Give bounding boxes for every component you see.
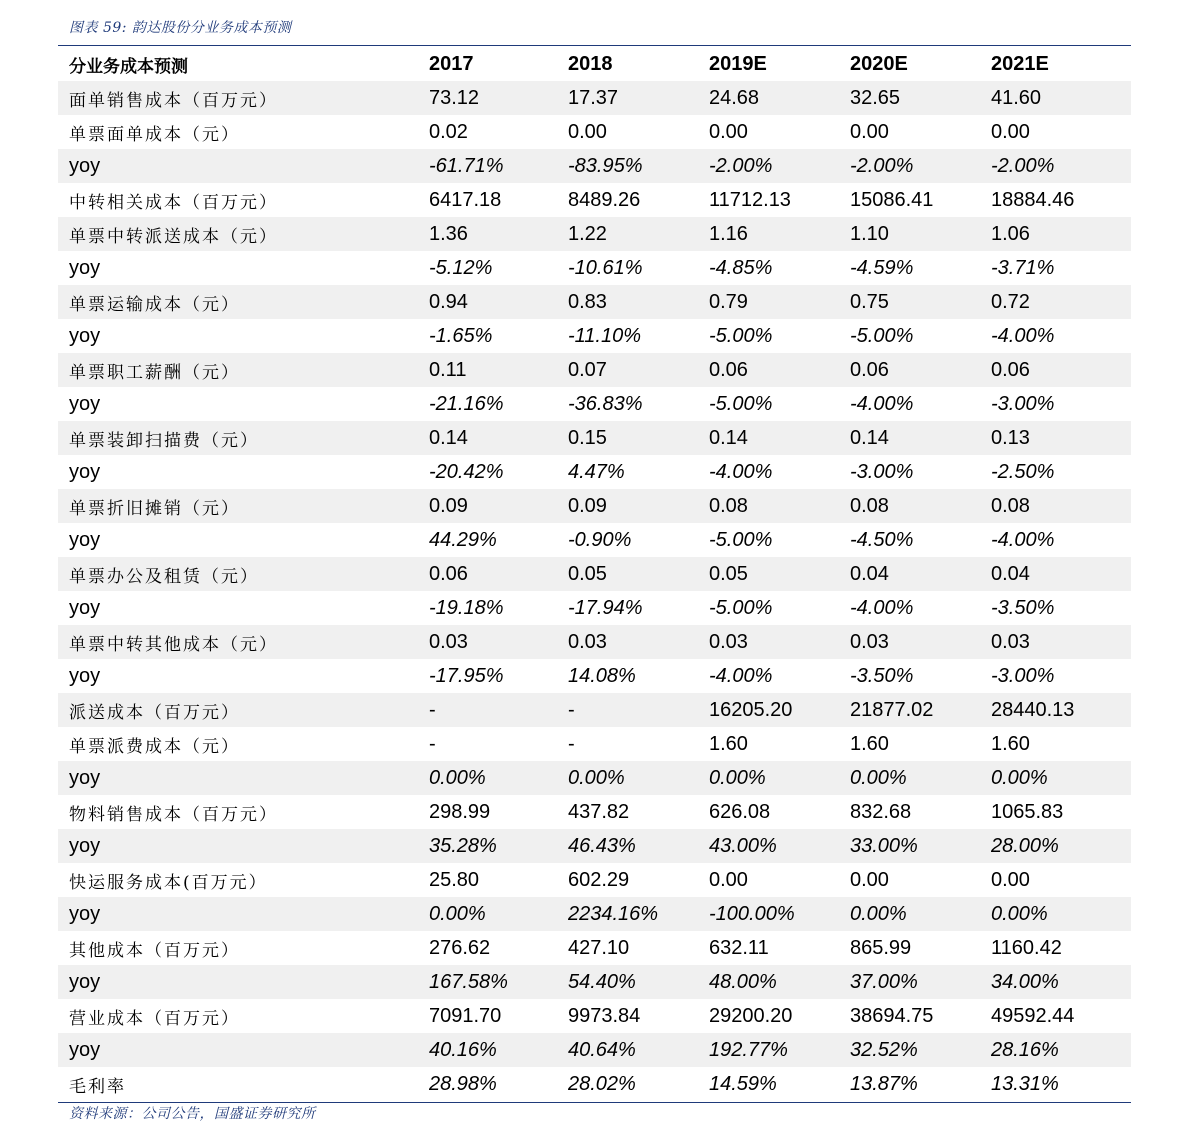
row-value: 0.09	[568, 494, 607, 517]
row-value: 0.14	[850, 426, 889, 449]
row-value: -3.71%	[991, 256, 1055, 279]
row-value: 0.83	[568, 290, 607, 313]
row-value: 602.29	[568, 868, 630, 891]
row-value: -4.00%	[709, 460, 773, 483]
row-value: 0.14	[429, 426, 468, 449]
row-value: 54.40%	[568, 970, 636, 993]
row-value: 437.82	[568, 800, 630, 823]
row-value: 46.43%	[568, 834, 636, 857]
row-value: 865.99	[850, 936, 912, 959]
row-value: 0.06	[709, 358, 748, 381]
row-value: 6417.18	[429, 188, 502, 211]
row-value: 0.08	[709, 494, 748, 517]
row-value: 0.00%	[429, 902, 486, 925]
row-value: 28.00%	[991, 834, 1059, 857]
row-value: 0.75	[850, 290, 889, 313]
row-value: 0.00%	[850, 902, 907, 925]
row-value: 0.00%	[429, 766, 486, 789]
table-row	[58, 897, 1131, 931]
row-value: -100.00%	[709, 902, 795, 925]
row-value: -1.65%	[429, 324, 493, 347]
table-row	[58, 625, 1131, 659]
row-value: -4.00%	[991, 324, 1055, 347]
row-value: 14.08%	[568, 664, 636, 687]
row-label: 单票装卸扫描费（元）	[69, 430, 259, 451]
row-value: 7091.70	[429, 1004, 502, 1027]
header-label: 分业务成本预测	[69, 57, 188, 77]
row-value: -2.00%	[709, 154, 773, 177]
table-row	[58, 489, 1131, 523]
table-row	[58, 251, 1131, 285]
row-value: 0.08	[991, 494, 1030, 517]
row-value: 1065.83	[991, 800, 1064, 823]
row-value: 0.00	[568, 120, 607, 143]
row-label: yoy	[69, 324, 101, 347]
cost-forecast-table	[58, 48, 1131, 1101]
row-label: yoy	[69, 1038, 101, 1061]
row-value: -4.59%	[850, 256, 914, 279]
row-value: 40.16%	[429, 1038, 497, 1061]
table-row	[58, 455, 1131, 489]
row-label: yoy	[69, 766, 101, 789]
row-value: -2.00%	[991, 154, 1055, 177]
row-label: yoy	[69, 664, 101, 687]
table-row	[58, 149, 1131, 183]
row-value: 0.04	[850, 562, 889, 585]
table-row	[58, 557, 1131, 591]
row-label: 物料销售成本（百万元）	[69, 804, 278, 825]
row-value: -21.16%	[429, 392, 504, 415]
row-value: 0.05	[568, 562, 607, 585]
row-value: 0.05	[709, 562, 748, 585]
row-value: 276.62	[429, 936, 491, 959]
row-value: 0.06	[991, 358, 1030, 381]
row-value: 0.08	[850, 494, 889, 517]
row-value: -10.61%	[568, 256, 643, 279]
table-row	[58, 863, 1131, 897]
row-value: -4.85%	[709, 256, 773, 279]
row-value: 0.00%	[850, 766, 907, 789]
row-value: 34.00%	[991, 970, 1059, 993]
row-value: 43.00%	[709, 834, 777, 857]
row-value: 0.94	[429, 290, 468, 313]
row-value: 32.65	[850, 86, 901, 109]
table-row	[58, 761, 1131, 795]
row-value: 16205.20	[709, 698, 793, 721]
row-value: 0.00	[991, 868, 1030, 891]
row-value: 24.68	[709, 86, 760, 109]
row-value: 0.00%	[991, 902, 1048, 925]
row-label: 快运服务成本(百万元）	[69, 872, 268, 893]
header-2020e: 2020E	[850, 53, 908, 75]
row-label: yoy	[69, 154, 101, 177]
row-value: 1.10	[850, 222, 889, 245]
row-value: 25.80	[429, 868, 480, 891]
table-row	[58, 319, 1131, 353]
row-value: -4.00%	[850, 596, 914, 619]
header-2018: 2018	[568, 53, 613, 75]
row-value: 1160.42	[991, 936, 1062, 959]
row-label: yoy	[69, 834, 101, 857]
row-value: 0.03	[850, 630, 889, 653]
row-value: -3.00%	[991, 664, 1055, 687]
row-value: 0.15	[568, 426, 607, 449]
row-value: 35.28%	[429, 834, 497, 857]
table-body	[58, 81, 1131, 1101]
source-note: 资料来源：公司公告，国盛证券研究所	[69, 1106, 316, 1122]
row-value: 0.00	[709, 868, 748, 891]
row-value: -5.12%	[429, 256, 493, 279]
row-value: 0.00	[850, 120, 889, 143]
row-value: -	[429, 698, 436, 721]
row-value: -3.50%	[850, 664, 914, 687]
row-value: -	[568, 698, 575, 721]
row-value: 9973.84	[568, 1004, 641, 1027]
row-value: 1.06	[991, 222, 1030, 245]
row-value: 0.03	[429, 630, 468, 653]
row-label: yoy	[69, 970, 101, 993]
table-row	[58, 387, 1131, 421]
row-value: 13.31%	[991, 1072, 1059, 1095]
top-rule	[58, 45, 1131, 46]
table-row	[58, 693, 1131, 727]
header-2021e: 2021E	[991, 53, 1049, 75]
row-value: 0.11	[429, 358, 467, 381]
table-header-row	[58, 48, 1131, 81]
row-label: 单票职工薪酬（元）	[69, 362, 240, 383]
table-row	[58, 81, 1131, 115]
row-value: 11712.13	[709, 188, 791, 211]
row-value: 1.60	[709, 732, 748, 755]
row-label: yoy	[69, 596, 101, 619]
row-value: 1.36	[429, 222, 468, 245]
row-value: -3.50%	[991, 596, 1055, 619]
row-value: 8489.26	[568, 188, 641, 211]
row-value: -	[568, 732, 575, 755]
row-value: 73.12	[429, 86, 480, 109]
row-value: -36.83%	[568, 392, 643, 415]
row-value: 1.22	[568, 222, 607, 245]
row-value: -5.00%	[709, 392, 773, 415]
row-value: -19.18%	[429, 596, 504, 619]
table-row	[58, 591, 1131, 625]
row-label: yoy	[69, 460, 101, 483]
row-value: 18884.46	[991, 188, 1075, 211]
row-value: -5.00%	[709, 596, 773, 619]
row-label: yoy	[69, 392, 101, 415]
row-value: 44.29%	[429, 528, 497, 551]
row-value: 2234.16%	[568, 902, 659, 925]
row-value: 17.37	[568, 86, 619, 109]
row-value: -4.00%	[850, 392, 914, 415]
row-value: -4.00%	[991, 528, 1055, 551]
row-value: 0.13	[991, 426, 1030, 449]
row-value: 0.03	[568, 630, 607, 653]
row-value: 1.60	[850, 732, 889, 755]
row-label: 单票办公及租赁（元）	[69, 566, 259, 587]
row-value: 427.10	[568, 936, 630, 959]
row-label: 中转相关成本（百万元）	[69, 192, 278, 213]
row-label: 其他成本（百万元）	[69, 940, 240, 961]
row-label: 单票中转其他成本（元）	[69, 634, 278, 655]
row-value: 0.00%	[709, 766, 766, 789]
table-row	[58, 1067, 1131, 1101]
row-value: 28.02%	[568, 1072, 636, 1095]
table-row	[58, 659, 1131, 693]
row-label: 单票折旧摊销（元）	[69, 498, 240, 519]
row-label: 面单销售成本（百万元）	[69, 90, 278, 111]
row-value: 40.64%	[568, 1038, 636, 1061]
row-value: 33.00%	[850, 834, 918, 857]
table-row	[58, 829, 1131, 863]
figure-caption: 图表 59: 韵达股份分业务成本预测	[69, 20, 292, 36]
row-value: -11.10%	[568, 324, 642, 347]
row-value: -2.50%	[991, 460, 1055, 483]
row-label: 单票派费成本（元）	[69, 736, 240, 757]
row-value: -3.00%	[991, 392, 1055, 415]
row-label: yoy	[69, 256, 101, 279]
row-value: 0.03	[709, 630, 748, 653]
header-2019e: 2019E	[709, 53, 767, 75]
row-value: 4.47%	[568, 460, 625, 483]
table-row	[58, 965, 1131, 999]
row-value: 0.06	[850, 358, 889, 381]
row-value: -20.42%	[429, 460, 504, 483]
table-row	[58, 795, 1131, 829]
row-value: 298.99	[429, 800, 491, 823]
row-value: -4.00%	[709, 664, 773, 687]
row-value: 0.04	[991, 562, 1030, 585]
row-label: 派送成本（百万元）	[69, 702, 240, 723]
row-value: 0.09	[429, 494, 468, 517]
row-value: 0.14	[709, 426, 748, 449]
row-value: 192.77%	[709, 1038, 788, 1061]
row-value: 167.58%	[429, 970, 508, 993]
row-value: 28440.13	[991, 698, 1075, 721]
row-value: 49592.44	[991, 1004, 1075, 1027]
row-value: 38694.75	[850, 1004, 934, 1027]
table-row	[58, 183, 1131, 217]
table-row	[58, 217, 1131, 251]
row-value: -0.90%	[568, 528, 632, 551]
table-row	[58, 353, 1131, 387]
row-value: 0.00%	[568, 766, 625, 789]
row-value: 21877.02	[850, 698, 934, 721]
row-value: 0.72	[991, 290, 1030, 313]
row-value: 0.07	[568, 358, 607, 381]
row-value: 32.52%	[850, 1038, 918, 1061]
header-2017: 2017	[429, 53, 474, 75]
row-value: 29200.20	[709, 1004, 793, 1027]
row-value: 626.08	[709, 800, 771, 823]
row-value: 0.00	[709, 120, 748, 143]
row-value: -83.95%	[568, 154, 643, 177]
row-value: -5.00%	[709, 528, 773, 551]
row-value: -5.00%	[709, 324, 773, 347]
table-row	[58, 523, 1131, 557]
row-value: 1.60	[991, 732, 1030, 755]
row-value: 41.60	[991, 86, 1042, 109]
row-value: 0.00	[850, 868, 889, 891]
table-row	[58, 285, 1131, 319]
row-value: 632.11	[709, 936, 769, 959]
row-value: 48.00%	[709, 970, 777, 993]
row-value: 28.98%	[429, 1072, 497, 1095]
row-value: 0.79	[709, 290, 748, 313]
row-value: 0.06	[429, 562, 468, 585]
table-row	[58, 999, 1131, 1033]
row-value: 1.16	[709, 222, 748, 245]
row-value: 0.02	[429, 120, 468, 143]
row-label: 单票中转派送成本（元）	[69, 226, 278, 247]
row-value: 13.87%	[850, 1072, 918, 1095]
table-row	[58, 931, 1131, 965]
table-row	[58, 421, 1131, 455]
row-value: -4.50%	[850, 528, 914, 551]
row-value: -17.94%	[568, 596, 643, 619]
row-value: 0.03	[991, 630, 1030, 653]
row-value: -5.00%	[850, 324, 914, 347]
row-value: 0.00%	[991, 766, 1048, 789]
row-value: -17.95%	[429, 664, 504, 687]
row-value: -61.71%	[429, 154, 504, 177]
row-value: 832.68	[850, 800, 912, 823]
row-label: 单票面单成本（元）	[69, 124, 240, 145]
row-value: 28.16%	[991, 1038, 1059, 1061]
row-value: -3.00%	[850, 460, 914, 483]
table-row	[58, 115, 1131, 149]
row-label: 毛利率	[69, 1076, 126, 1097]
row-value: 0.00	[991, 120, 1030, 143]
table-row	[58, 1033, 1131, 1067]
table-row	[58, 727, 1131, 761]
row-value: 15086.41	[850, 188, 934, 211]
row-label: 单票运输成本（元）	[69, 294, 240, 315]
row-label: yoy	[69, 902, 101, 925]
row-label: yoy	[69, 528, 101, 551]
row-value: -2.00%	[850, 154, 914, 177]
row-value: 37.00%	[850, 970, 918, 993]
row-value: 14.59%	[709, 1072, 777, 1095]
row-value: -	[429, 732, 436, 755]
row-label: 营业成本（百万元）	[69, 1008, 240, 1029]
